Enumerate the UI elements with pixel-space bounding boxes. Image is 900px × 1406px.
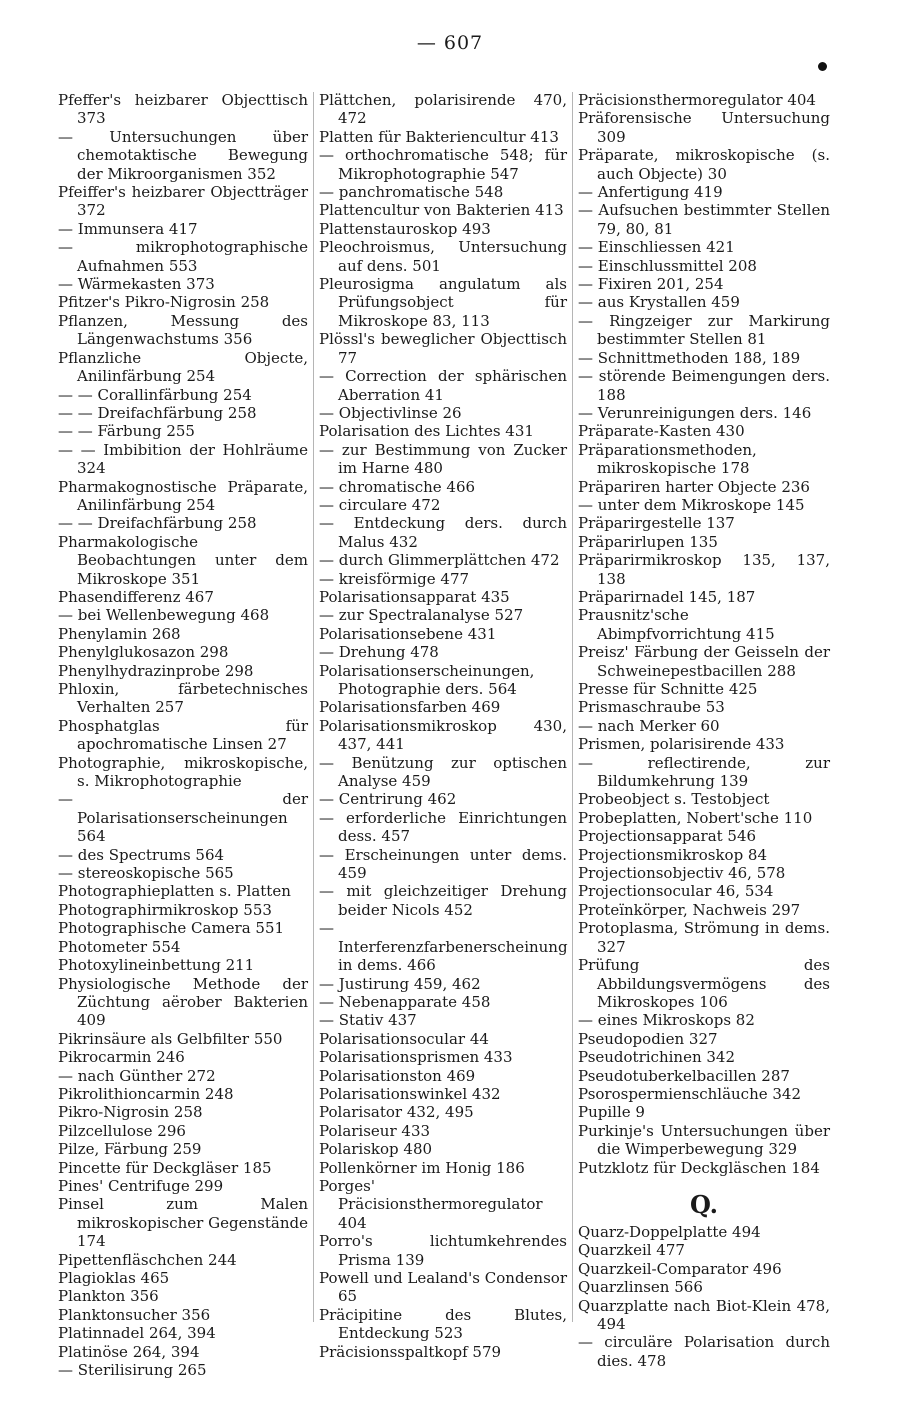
index-entry: Pikrocarmin 246	[58, 1048, 185, 1067]
index-entry: Pleurosigma angulatum als Prüfungsobject für Mikroskope 83, 113	[319, 275, 567, 330]
index-entry: Prausnitz'sche Abimpfvorrichtung 415	[578, 606, 775, 643]
index-entry: — Fixiren 201, 254	[578, 275, 724, 294]
index-entry: — orthochromatische 548; für Mikrophotographie 547	[319, 146, 567, 183]
page-number: — 607	[416, 32, 484, 54]
index-entry: Plattenstauroskop 493	[319, 219, 491, 238]
index-entry: Photographirmikroskop 553	[58, 900, 272, 919]
index-entry: — Correction der sphärischen Aberration 41	[319, 367, 567, 404]
index-entry: Pflanzen, Messung des Längenwachstums 356	[58, 311, 308, 349]
index-entry: Powell und Lealand's Condensor 65	[319, 1269, 567, 1306]
index-entry: — — Imbibition der Hohlräume 324	[58, 440, 308, 478]
index-column-3-q-entries	[578, 1223, 830, 1370]
index-entry: Präforensische Untersuchung 309	[578, 109, 830, 146]
index-entry: — Einschlussmittel 208	[578, 256, 757, 275]
index-entry: — Nebenapparate 458	[319, 992, 491, 1011]
index-entry: Photographieplatten s. Platten	[58, 882, 291, 901]
index-entry: Prismaschraube 53	[578, 698, 725, 717]
index-entry: Quarz-Doppelplatte 494	[578, 1222, 761, 1241]
index-entry: — circulare 472	[319, 495, 441, 514]
index-entry: — unter dem Mikroskope 145	[578, 495, 805, 514]
index-entry: Plössl's beweglicher Objecttisch 77	[319, 330, 567, 367]
index-entry: Planktonsucher 356	[58, 1305, 211, 1324]
index-entry: — Aufsuchen bestimmter Stellen 79, 80, 81	[578, 201, 830, 238]
index-entry: Polarisationsfarben 469	[319, 698, 501, 717]
index-entry: Polarisationswinkel 432	[319, 1084, 501, 1103]
index-entry: Präparationsmethoden, mikroskopische 178	[578, 440, 757, 478]
index-column-1	[58, 91, 308, 1379]
index-entry: — erforderliche Einrichtungen dess. 457	[319, 808, 567, 846]
index-entry: Quarzplatte nach Biot-Klein 478, 494	[578, 1296, 830, 1333]
index-entry: Pseudotrichinen 342	[578, 1048, 736, 1067]
index-entry: Polarisationsebene 431	[319, 624, 497, 643]
index-entry: Präparate, mikroskopische (s. auch Objecte) 30	[578, 146, 830, 183]
index-entry: Photoxylineinbettung 211	[58, 956, 255, 975]
index-entry: Porges' Präcisionsthermoregulator 404	[319, 1176, 543, 1232]
index-entry: Polarisationsmikroskop 430, 437, 441	[319, 716, 567, 754]
index-entry: Polarisationston 469	[319, 1066, 476, 1085]
index-entry: — nach Merker 60	[578, 716, 720, 735]
index-entry: Platinnadel 264, 394	[58, 1324, 216, 1343]
index-entry: Präparirnadel 145, 187	[578, 587, 756, 606]
index-entry: Pflanzliche Objecte, Anilinfärbung 254	[58, 348, 308, 386]
index-entry: Probeplatten, Nobert'sche 110	[578, 808, 813, 827]
index-entry: Pines' Centrifuge 299	[58, 1176, 224, 1195]
index-entry: Plattencultur von Bakterien 413	[319, 201, 564, 220]
index-entry: Porro's lichtumkehrendes Prisma 139	[319, 1232, 567, 1269]
index-entry: Platten für Bakteriencultur 413	[319, 127, 559, 146]
index-entry: — eines Mikroskops 82	[578, 1011, 755, 1030]
index-entry: Präparate-Kasten 430	[578, 422, 745, 441]
index-entry: — Justirung 459, 462	[319, 974, 481, 993]
index-entry: Prüfung des Abbildungsvermögens des Mikroskopes 106	[578, 956, 830, 1011]
index-entry: Pharmakognostische Präparate, Anilinfärbung 254	[58, 477, 308, 514]
index-entry: Pupille 9	[578, 1103, 645, 1122]
index-entry: Präparirgestelle 137	[578, 514, 735, 533]
index-entry: Pharmakologische Beobachtungen unter dem Mikroskope 351	[58, 532, 308, 588]
index-entry: Preisz' Färbung der Geisseln der Schweinepestbacillen 288	[578, 643, 830, 680]
index-entry: — aus Krystallen 459	[578, 293, 740, 312]
index-entry: Polariseur 433	[319, 1121, 431, 1140]
index-entry: — kreisförmige 477	[319, 569, 470, 588]
index-entry: Pilze, Färbung 259	[58, 1140, 202, 1159]
index-entry: — Wärmekasten 373	[58, 275, 215, 294]
index-entry: Pipettenfläschchen 244	[58, 1250, 237, 1269]
index-entry: — störende Beimengungen ders. 188	[578, 367, 830, 404]
index-entry: Platinöse 264, 394	[58, 1342, 200, 1361]
index-entry: Polarisationsocular 44	[319, 1029, 489, 1048]
index-entry: Pleochroismus, Untersuchung auf dens. 501	[319, 238, 567, 275]
index-entry: — der Polarisationserscheinungen 564	[58, 790, 308, 846]
index-column-2	[319, 91, 567, 1361]
index-entry: — panchromatische 548	[319, 183, 504, 202]
index-entry: Polarisationserscheinungen, Photographie ders. 564	[319, 661, 535, 698]
index-entry: Pikrinsäure als Gelbfilter 550	[58, 1029, 283, 1048]
index-entry: Pikrolithioncarmin 248	[58, 1084, 234, 1103]
index-entry: Pikro-Nigrosin 258	[58, 1103, 203, 1122]
index-entry: — circuläre Polarisation durch dies. 478	[578, 1333, 830, 1370]
index-entry: Putzklotz für Deckgläschen 184	[578, 1158, 820, 1177]
index-entry: — — Dreifachfärbung 258	[58, 514, 257, 533]
index-entry: Pseudotuberkelbacillen 287	[578, 1066, 790, 1085]
index-entry: — Immunsera 417	[58, 219, 198, 238]
index-entry: Projectionsapparat 546	[578, 827, 757, 846]
index-entry: — durch Glimmerplättchen 472	[319, 551, 560, 570]
index-entry: — nach Günther 272	[58, 1066, 216, 1085]
index-entry: Photographische Camera 551	[58, 919, 285, 938]
index-entry: Polarisation des Lichtes 431	[319, 422, 534, 441]
index-entry: Plättchen, polarisirende 470, 472	[319, 91, 567, 128]
index-entry: — Einschliessen 421	[578, 238, 735, 257]
index-entry: Polariskop 480	[319, 1140, 433, 1159]
index-entry: Phosphatglas für apochromatische Linsen 27	[58, 716, 308, 754]
ink-dot	[818, 62, 827, 71]
index-entry: — Anfertigung 419	[578, 183, 723, 202]
index-entry: — Erscheinungen unter dems. 459	[319, 845, 567, 883]
index-entry: — zur Bestimmung von Zucker im Harne 480	[319, 440, 567, 478]
index-entry: Pfitzer's Pikro-Nigrosin 258	[58, 293, 270, 312]
index-entry: — — Corallinfärbung 254	[58, 385, 252, 404]
index-entry: Präcipitine des Blutes, Entdeckung 523	[319, 1305, 567, 1343]
index-entry: Pilzcellulose 296	[58, 1121, 186, 1140]
index-entry: — stereoskopische 565	[58, 864, 234, 883]
index-entry: Präpariren harter Objecte 236	[578, 477, 810, 496]
index-entry: Projectionsocular 46, 534	[578, 882, 774, 901]
index-entry: — Centrirung 462	[319, 790, 457, 809]
index-entry: Polarisator 432, 495	[319, 1103, 474, 1122]
index-entry: Pseudopodien 327	[578, 1029, 718, 1048]
index-entry: — Ringzeiger zur Markirung bestimmter Stellen 81	[578, 311, 830, 349]
index-entry: Photographie, mikroskopische, s. Mikrophotographie	[58, 753, 308, 791]
index-entry: Photometer 554	[58, 937, 181, 956]
index-entry: Präcisionsthermoregulator 404	[578, 91, 816, 109]
index-entry: — mikrophotographische Aufnahmen 553	[58, 238, 308, 275]
index-entry: Protoplasma, Strömung in dems. 327	[578, 919, 830, 956]
index-entry: Proteïnkörper, Nachweis 297	[578, 900, 801, 919]
index-entry: Phenylamin 268	[58, 624, 181, 643]
index-entry: Quarzkeil 477	[578, 1241, 685, 1260]
index-entry: Pfeiffer's heizbarer Objectträger 372	[58, 183, 308, 220]
index-entry: — Untersuchungen über chemotaktische Bewegung der Mikroorganismen 352	[58, 127, 308, 183]
index-entry: Probeobject s. Testobject	[578, 790, 770, 809]
index-entry: Physiologische Methode der Züchtung aërober Bakterien 409	[58, 974, 308, 1030]
index-entry: — Objectivlinse 26	[319, 403, 462, 422]
index-entry: Prismen, polarisirende 433	[578, 735, 785, 754]
index-entry: Polarisationsapparat 435	[319, 587, 510, 606]
index-entry: Presse für Schnitte 425	[578, 680, 758, 698]
section-letter-q: Q.	[689, 1189, 719, 1219]
index-column-3	[578, 91, 830, 1370]
index-entry: — chromatische 466	[319, 477, 476, 496]
index-entry: — reflectirende, zur Bildumkehrung 139	[578, 753, 830, 791]
index-entry: Quarzlinsen 566	[578, 1278, 703, 1297]
index-column-3-p-entries	[578, 91, 830, 1177]
index-entry: — Drehung 478	[319, 643, 439, 662]
index-entry: — Benützung zur optischen Analyse 459	[319, 753, 567, 791]
index-entry: Polarisationsprismen 433	[319, 1048, 513, 1067]
index-entry: Pincette für Deckgläser 185	[58, 1158, 272, 1177]
index-entry: — Verunreinigungen ders. 146	[578, 403, 812, 422]
index-entry: — Sterilisirung 265	[58, 1361, 207, 1380]
index-entry: — mit gleichzeitiger Drehung beider Nicols 452	[319, 882, 567, 919]
index-entry: Pinsel zum Malen mikroskopischer Gegenstände 174	[58, 1195, 308, 1251]
index-entry: Projectionsmikroskop 84	[578, 845, 768, 864]
index-entry: Präparirlupen 135	[578, 532, 718, 551]
index-entry: Plagioklas 465	[58, 1269, 170, 1287]
index-entry: Präcisionsspaltkopf 579	[319, 1342, 502, 1361]
index-entry: Präparirmikroskop 135, 137, 138	[578, 551, 830, 588]
index-entry: Purkinje's Untersuchungen über die Wimperbewegung 329	[578, 1121, 830, 1159]
index-entry: — bei Wellenbewegung 468	[58, 606, 270, 625]
index-entry: Pollenkörner im Honig 186	[319, 1158, 525, 1177]
index-entry: — Schnittmethoden 188, 189	[578, 348, 801, 367]
index-entry: Psorospermienschläuche 342	[578, 1084, 802, 1103]
column-divider-right	[572, 92, 573, 1322]
column-divider-left	[313, 92, 314, 1322]
index-entry: Phenylglukosazon 298	[58, 643, 229, 662]
index-entry: Quarzkeil-Comparator 496	[578, 1259, 782, 1278]
index-entry: — Interferenzfarbenerscheinung in dems. 466	[319, 919, 568, 975]
index-entry: Plankton 356	[58, 1287, 159, 1306]
index-entry: Phenylhydrazinprobe 298	[58, 661, 254, 680]
index-entry: — — Färbung 255	[58, 422, 195, 441]
index-entry: Phloxin, färbetechnisches Verhalten 257	[58, 680, 308, 717]
index-entry: — zur Spectralanalyse 527	[319, 606, 524, 625]
index-entry: Projectionsobjectiv 46, 578	[578, 864, 786, 883]
index-entry: — des Spectrums 564	[58, 845, 225, 864]
index-entry: Phasendifferenz 467	[58, 587, 214, 606]
index-entry: — Entdeckung ders. durch Malus 432	[319, 514, 567, 551]
index-entry: — Stativ 437	[319, 1011, 417, 1030]
index-entry: Pfeffer's heizbarer Objecttisch 373	[58, 91, 308, 128]
index-entry: — — Dreifachfärbung 258	[58, 403, 257, 422]
